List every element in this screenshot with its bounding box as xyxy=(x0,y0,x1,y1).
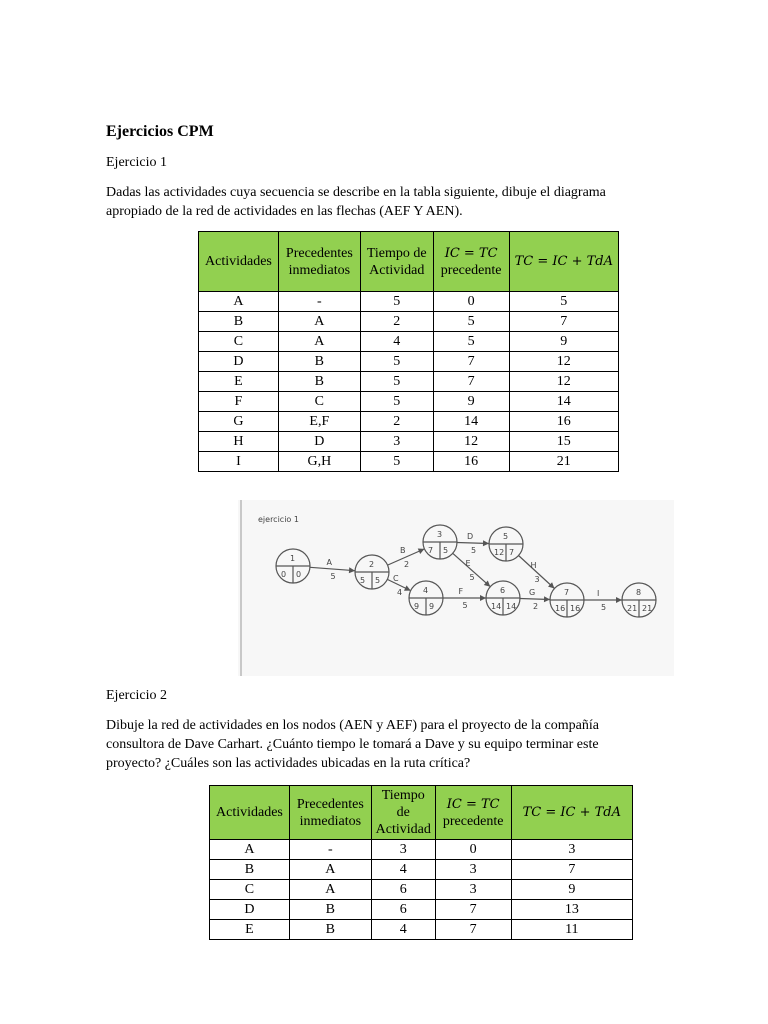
network-sketch-svg xyxy=(238,500,674,676)
header-line: precedente xyxy=(442,813,504,829)
table-row xyxy=(210,840,633,860)
sketch-node-right: 7 xyxy=(509,548,515,557)
table-cell: A xyxy=(199,292,279,312)
table-row xyxy=(210,920,633,940)
sketch-node-right: 0 xyxy=(296,570,302,579)
table-cell: 14 xyxy=(433,412,509,432)
sketch-node-left: 7 xyxy=(428,546,434,555)
sketch-duration-label: 4 xyxy=(397,588,403,597)
table-row xyxy=(210,900,633,920)
table-cell: 6 xyxy=(371,900,435,920)
table-cell: 9 xyxy=(509,332,618,352)
table-row xyxy=(199,292,619,312)
sketch-node-number: 5 xyxy=(503,532,509,541)
sketch-node-number: 8 xyxy=(636,588,642,597)
sketch-activity-label: F xyxy=(458,587,464,596)
header-line: Precedentes xyxy=(296,796,364,812)
table-cell: 7 xyxy=(433,352,509,372)
table-row xyxy=(199,392,619,412)
sketch-node-left: 5 xyxy=(360,576,366,585)
sketch-node-right: 14 xyxy=(506,602,517,611)
table-cell: C xyxy=(210,880,290,900)
table-cell: B xyxy=(289,900,371,920)
table-cell: C xyxy=(278,392,360,412)
table-cell: A xyxy=(210,840,290,860)
table-cell: 16 xyxy=(433,452,509,472)
table-cell: 7 xyxy=(435,900,511,920)
table-cell: B xyxy=(278,352,360,372)
table-cell: 16 xyxy=(509,412,618,432)
sketch-node-right: 16 xyxy=(570,604,581,613)
table-cell: 2 xyxy=(360,312,433,332)
table-cell: B xyxy=(278,372,360,392)
sketch-node-left: 16 xyxy=(555,604,566,613)
exercise-1-heading: Ejercicio 1 xyxy=(106,155,168,170)
sketch-node-left: 9 xyxy=(414,602,420,611)
instruction-line: apropiado de la red de actividades en las flechas (AEF Y AEN). xyxy=(106,204,463,219)
exercise-2-instructions xyxy=(106,716,666,773)
table-cell: 5 xyxy=(360,372,433,392)
table-cell: B xyxy=(289,920,371,940)
table-cell: 12 xyxy=(509,352,618,372)
table-row xyxy=(199,452,619,472)
sketch-duration-label: 5 xyxy=(330,572,336,581)
sketch-duration-label: 5 xyxy=(469,573,475,582)
sketch-activity-label: D xyxy=(467,532,474,541)
sketch-node-number: 3 xyxy=(437,530,443,539)
header-line: Actividad xyxy=(375,822,431,837)
sketch-activity-label: A xyxy=(326,558,332,567)
table-row xyxy=(199,352,619,372)
header-line: Tiempo de xyxy=(366,245,427,261)
sketch-node-left: 14 xyxy=(491,602,502,611)
table-row xyxy=(210,880,633,900)
table-cell: 4 xyxy=(360,332,433,352)
sketch-activity-label: C xyxy=(393,574,399,583)
table-cell: D xyxy=(199,352,279,372)
col-header-ic xyxy=(433,232,509,292)
exercise-1-table-body xyxy=(199,292,619,472)
table-cell: 5 xyxy=(360,352,433,372)
table-cell: 21 xyxy=(509,452,618,472)
header-line: inmediatos xyxy=(288,262,351,278)
network-sketch xyxy=(238,500,674,676)
exercise-2-heading: Ejercicio 2 xyxy=(106,688,168,703)
sketch-node-left: 21 xyxy=(627,604,638,613)
instruction-line: Dibuje la red de actividades en los nodos (AEN y AEF) para el proyecto de la compañía xyxy=(106,718,599,733)
col-header-actividades: Actividades xyxy=(199,232,279,292)
table-cell: 5 xyxy=(360,392,433,412)
table-cell: 5 xyxy=(433,332,509,352)
table-cell: 9 xyxy=(511,880,632,900)
table-cell: F xyxy=(199,392,279,412)
header-line: Actividad xyxy=(369,262,425,278)
table-cell: A xyxy=(278,312,360,332)
sketch-node-right: 21 xyxy=(642,604,653,613)
table-cell: H xyxy=(199,432,279,452)
table-row xyxy=(210,860,633,880)
col-header-tc: TC = IC + TdA xyxy=(509,232,618,292)
col-header-precedentes xyxy=(278,232,360,292)
table-cell: 7 xyxy=(509,312,618,332)
sketch-node-number: 2 xyxy=(369,560,375,569)
exercise-1-instructions xyxy=(106,183,666,221)
table-cell: E,F xyxy=(278,412,360,432)
table-cell: 9 xyxy=(433,392,509,412)
table-cell: 4 xyxy=(371,920,435,940)
table-row xyxy=(199,312,619,332)
table-cell: 5 xyxy=(433,312,509,332)
col-header-tc: TC = IC + TdA xyxy=(511,786,632,840)
instruction-line: proyecto? ¿Cuáles son las actividades ubicadas en la ruta crítica? xyxy=(106,756,471,771)
table-cell: G,H xyxy=(278,452,360,472)
instruction-line: consultora de Dave Carhart. ¿Cuánto tiempo le tomará a Dave y su equipo terminar este xyxy=(106,737,599,752)
exercise-2-table xyxy=(209,785,633,940)
table-cell: 4 xyxy=(371,860,435,880)
table-cell: 5 xyxy=(360,452,433,472)
table-cell: 2 xyxy=(360,412,433,432)
sketch-activity-label: G xyxy=(529,588,536,597)
sketch-activity-label: B xyxy=(400,546,406,555)
header-line: de xyxy=(396,805,410,820)
sketch-duration-label: 3 xyxy=(534,575,540,584)
table-cell: 15 xyxy=(509,432,618,452)
header-line: Precedentes xyxy=(285,245,353,261)
table-cell: 5 xyxy=(360,292,433,312)
table-cell: A xyxy=(289,860,371,880)
sketch-duration-label: 5 xyxy=(462,601,468,610)
sketch-duration-label: 5 xyxy=(471,546,477,555)
table-row xyxy=(199,432,619,452)
header-line: Tiempo xyxy=(381,788,425,803)
col-header-precedentes xyxy=(289,786,371,840)
sketch-background xyxy=(238,500,674,676)
table-cell: C xyxy=(199,332,279,352)
sketch-activity-label: I xyxy=(597,589,600,598)
table-cell: 0 xyxy=(433,292,509,312)
col-header-tiempo xyxy=(360,232,433,292)
header-line: precedente xyxy=(440,262,502,278)
table-row xyxy=(199,372,619,392)
table-cell: 0 xyxy=(435,840,511,860)
table-cell: 7 xyxy=(435,920,511,940)
table-cell: 13 xyxy=(511,900,632,920)
sketch-duration-label: 2 xyxy=(533,602,539,611)
table-cell: E xyxy=(210,920,290,940)
sketch-duration-label: 5 xyxy=(601,603,607,612)
sketch-node-right: 9 xyxy=(429,602,435,611)
table-cell: 7 xyxy=(433,372,509,392)
col-header-ic xyxy=(435,786,511,840)
table-cell: G xyxy=(199,412,279,432)
table-row xyxy=(199,412,619,432)
table-cell: B xyxy=(199,312,279,332)
sketch-node-left: 0 xyxy=(281,570,287,579)
table-cell: A xyxy=(289,880,371,900)
table-cell: 12 xyxy=(509,372,618,392)
table-cell: D xyxy=(278,432,360,452)
sketch-node-right: 5 xyxy=(375,576,381,585)
sketch-node-number: 6 xyxy=(500,586,506,595)
document-title: Ejercicios CPM xyxy=(106,123,214,140)
sketch-node-left: 12 xyxy=(494,548,505,557)
table-cell: B xyxy=(210,860,290,880)
sketch-label: ejercicio 1 xyxy=(258,515,299,524)
sketch-activity-label: H xyxy=(530,561,537,570)
sketch-node-number: 1 xyxy=(290,554,296,563)
table-cell: E xyxy=(199,372,279,392)
table-cell: 3 xyxy=(435,880,511,900)
table-cell: - xyxy=(278,292,360,312)
table-cell: - xyxy=(289,840,371,860)
table-cell: A xyxy=(278,332,360,352)
sketch-node-number: 7 xyxy=(564,588,570,597)
sketch-duration-label: 2 xyxy=(404,560,410,569)
table-row xyxy=(199,332,619,352)
table-cell: 3 xyxy=(511,840,632,860)
table-cell: 5 xyxy=(509,292,618,312)
table-cell: 11 xyxy=(511,920,632,940)
exercise-1-table xyxy=(198,231,619,472)
table-cell: 7 xyxy=(511,860,632,880)
header-formula: IC = TC xyxy=(446,796,500,812)
table-cell: 6 xyxy=(371,880,435,900)
table-cell: 14 xyxy=(509,392,618,412)
sketch-activity-label: E xyxy=(465,559,471,568)
table-cell: 3 xyxy=(360,432,433,452)
table-cell: I xyxy=(199,452,279,472)
col-header-tiempo xyxy=(371,786,435,840)
exercise-2-table-body xyxy=(210,840,633,940)
table-cell: 3 xyxy=(371,840,435,860)
col-header-actividades: Actividades xyxy=(210,786,290,840)
table-cell: D xyxy=(210,900,290,920)
header-formula: IC = TC xyxy=(444,245,498,261)
sketch-node-right: 5 xyxy=(443,546,449,555)
sketch-node-number: 4 xyxy=(423,586,429,595)
header-line: inmediatos xyxy=(299,813,362,829)
instruction-line: Dadas las actividades cuya secuencia se describe en la tabla siguiente, dibuje el diagrama xyxy=(106,185,606,200)
table-cell: 3 xyxy=(435,860,511,880)
table-cell: 12 xyxy=(433,432,509,452)
